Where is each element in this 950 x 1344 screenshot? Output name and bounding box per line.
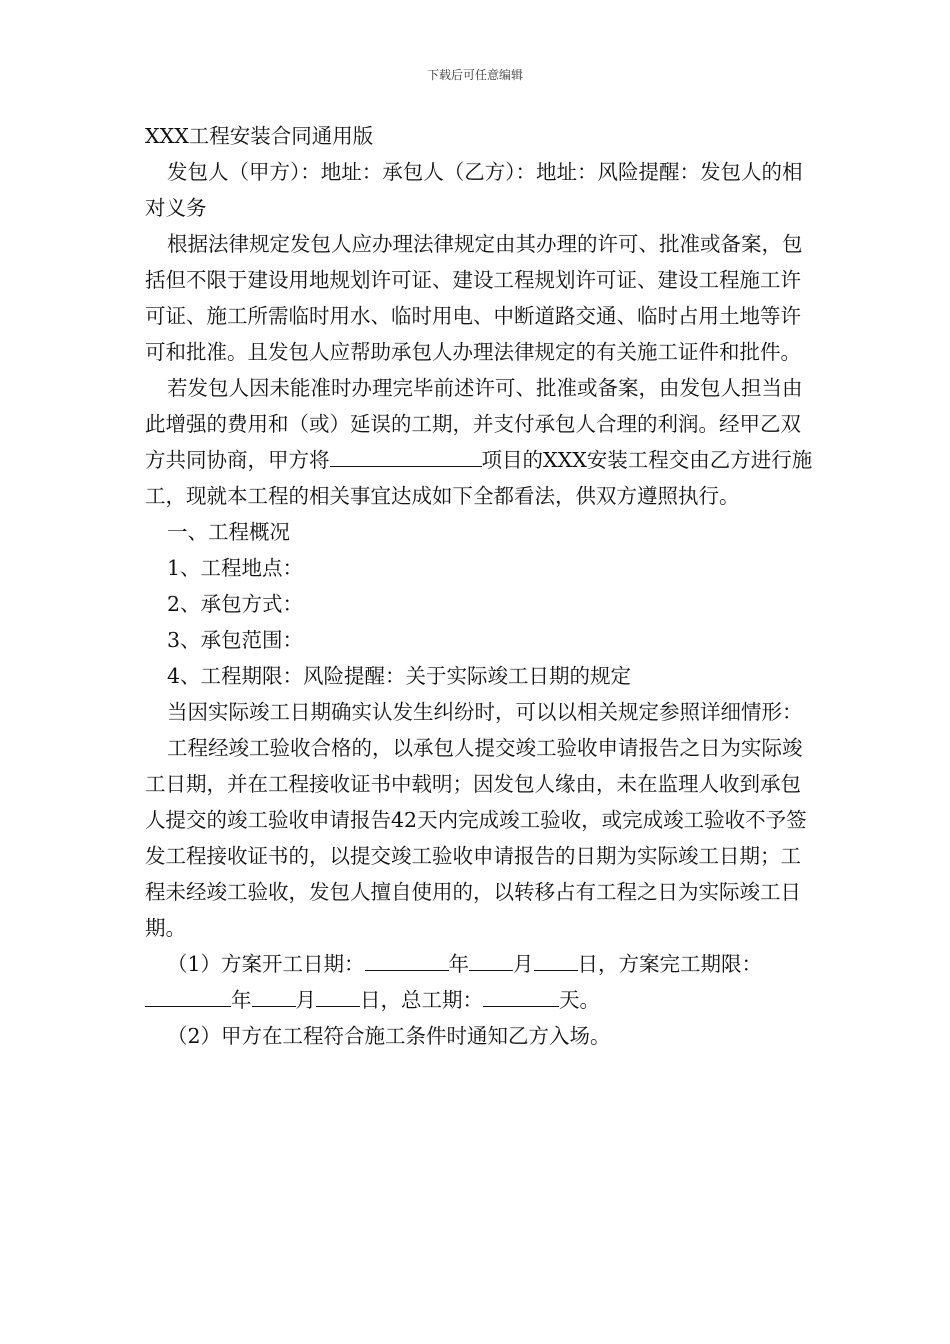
schedule-label: （1）方案开工日期： [167,952,365,976]
list-item-location: 1、工程地点： [167,556,304,580]
start-year-label: 年 [448,952,470,976]
project-name-blank[interactable] [330,444,482,467]
start-month-label: 月 [513,952,534,976]
end-year-label: 年 [231,988,252,1012]
paragraph-entry-notice: （2）甲方在工程符合施工条件时通知乙方入场。 [167,1024,611,1048]
end-year-blank[interactable] [145,984,231,1007]
document-title: XXX工程安装合同通用版 [145,124,374,148]
list-item-contract-method: 2、承包方式： [167,592,304,616]
end-day-label: 日，总工期： [360,988,483,1012]
end-month-blank[interactable] [252,984,296,1007]
paragraph-delay-part1: 若发包人因未能准时办理完毕前述许可、批准或备案，由发包人担当由此增强的费用和（或）延误的工期，并支付承包人合理的利润。经甲乙双方共同协商，甲方将 [145,376,803,472]
total-days-label: 天。 [559,988,600,1012]
total-days-blank[interactable] [483,984,559,1007]
start-day-blank[interactable] [534,948,578,971]
end-month-label: 月 [295,988,316,1012]
paragraph-parties: 发包人（甲方）：地址：承包人（乙方）：地址：风险提醒：发包人的相对义务 [145,160,803,220]
start-year-blank[interactable] [365,948,449,971]
start-month-blank[interactable] [469,948,513,971]
start-day-label: 日，方案完工期限： [577,952,763,976]
list-item-scope: 3、承包范围： [167,628,304,652]
paragraph-obligations: 根据法律规定发包人应办理法律规定由其办理的许可、批准或备案，包括但不限于建设用地规划许可证、建设工程规划许可证、建设工程施工许可证、施工所需临时用水、临时用电、中断道路交通、临时占用土地等许可和批准。且发包人应帮助承包人办理法律规定的有关施工证件和批件。 [145,232,803,364]
section-heading-overview: 一、工程概况 [167,520,290,544]
schedule-line [145,946,815,1018]
paragraph-delay-part2: 项目的XXX安装工程交由乙方进行施工，现就本工程的相关事宜达成如下全都看法，供双方遵照执行。 [145,448,813,508]
paragraph-delay [145,370,815,514]
document-body [145,118,815,1054]
paragraph-completion-dispute: 当因实际竣工日期确实认发生纠纷时，可以以相关规定参照详细情形： [167,700,803,724]
paragraph-completion-rules: 工程经竣工验收合格的，以承包人提交竣工验收申请报告之日为实际竣工日期，并在工程接收证书中载明；因发包人缘由，未在监理人收到承包人提交的竣工验收申请报告42天内完成竣工验收，或完成竣工验收不予签发工程接收证书的，以提交竣工验收申请报告的日期为实际竣工日期；工程未经竣工验收，发包人擅自使用的，以转移占有工程之日为实际竣工日期。 [145,736,807,940]
page-header: 下载后可任意编辑 [426,68,523,82]
list-item-period: 4、工程期限：风险提醒：关于实际竣工日期的规定 [167,664,632,688]
end-day-blank[interactable] [316,984,360,1007]
